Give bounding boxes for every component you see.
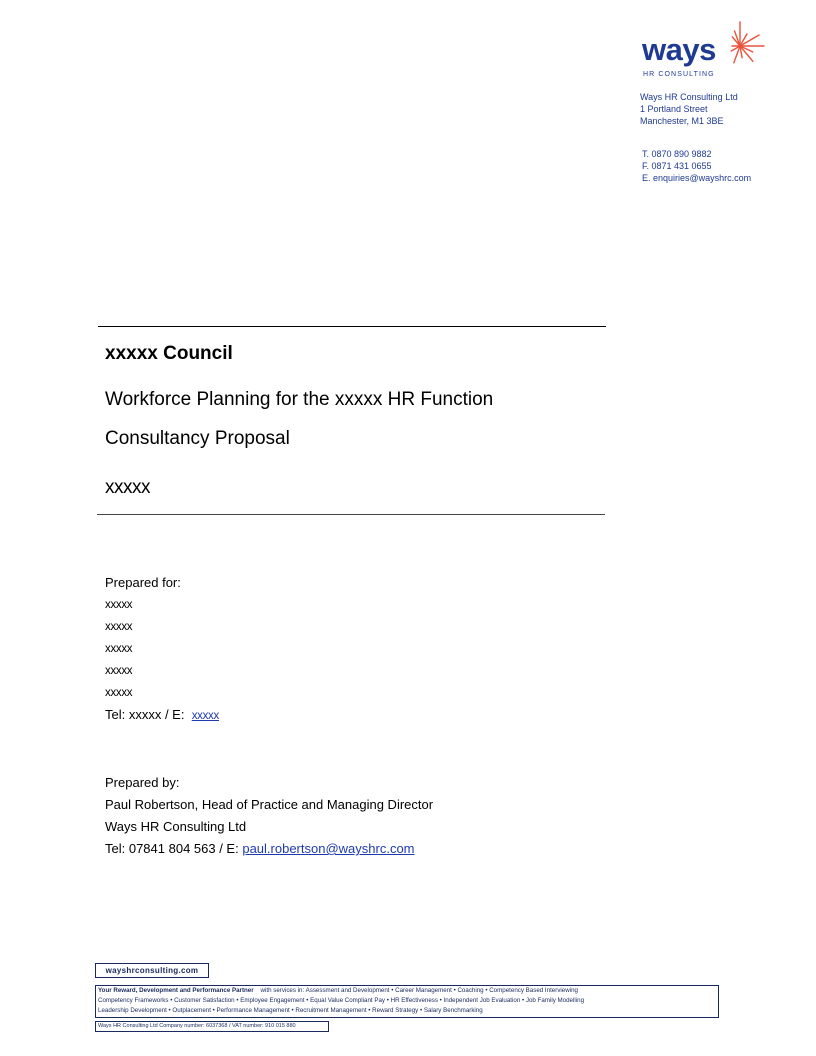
footer-registration: Ways HR Consulting Ltd Company number: 6037368 / VAT number: 910 015 880 — [95, 1021, 329, 1032]
services-tagline: Your Reward, Development and Performance Partner — [98, 987, 254, 994]
logo-wordmark: ways — [642, 32, 716, 67]
company-logo — [640, 18, 770, 82]
company-contacts — [642, 148, 751, 184]
company-name: Ways HR Consulting Ltd — [640, 92, 738, 102]
title-rule-top — [98, 326, 606, 327]
services-line-1 — [98, 986, 718, 996]
prepared-for-line: xxxxx — [105, 643, 133, 655]
prepared-by-contact — [105, 838, 433, 860]
prepared-by-name: Paul Robertson, Head of Practice and Managing Director — [105, 797, 434, 812]
prepared-by-contact-prefix: Tel: 07841 804 563 / E: — [105, 841, 239, 856]
prepared-for-line: xxxxx — [105, 665, 133, 677]
services-line-3: Leadership Development • Outplacement • Performance Management • Recruitment Management • Reward Strategy • Salary Benchmarking — [98, 1007, 483, 1014]
logo-subtitle: HR CONSULTING — [643, 71, 715, 78]
prepared-by-email-link[interactable]: paul.robertson@wayshrc.com — [242, 841, 415, 856]
footer-services — [95, 985, 719, 1018]
starburst-icon — [718, 18, 770, 70]
company-address — [640, 91, 738, 127]
prepared-for-line: xxxxx — [105, 687, 133, 699]
prepared-for-email-link[interactable]: xxxxx — [191, 710, 219, 722]
services-line-2: Competency Frameworks • Customer Satisfaction • Employee Engagement • Equal Value Compliant Pay • HR Effectiveness • Independent Job Evaluation • Job Family Modelling — [98, 997, 585, 1004]
company-street: 1 Portland Street — [640, 104, 708, 114]
company-city: Manchester, M1 3BE — [640, 116, 724, 126]
prepared-for-line: xxxxx — [105, 599, 133, 611]
company-tel: T. 0870 890 9882 — [642, 149, 712, 159]
document-date: xxxxx — [105, 477, 150, 498]
prepared-by-section — [105, 772, 433, 860]
client-title: xxxxx Council — [105, 343, 233, 364]
company-email: E. enquiries@wayshrc.com — [642, 173, 752, 183]
prepared-for-heading: Prepared for: — [105, 575, 181, 590]
project-title: Workforce Planning for the xxxxx HR Function — [105, 389, 494, 410]
prepared-for-contact — [105, 704, 219, 727]
footer-website[interactable]: wayshrconsulting.com — [95, 963, 209, 978]
prepared-for-section — [105, 572, 219, 727]
prepared-by-heading: Prepared by: — [105, 775, 180, 790]
services-list-1: with services in: Assessment and Development • Career Management • Coaching • Competency Based Interviewing — [260, 987, 578, 994]
company-fax: F. 0871 431 0655 — [642, 161, 712, 171]
prepared-for-line: xxxxx — [105, 621, 133, 633]
document-type: Consultancy Proposal — [105, 428, 290, 449]
prepared-for-contact-prefix: Tel: xxxxx / E: — [105, 707, 185, 722]
prepared-by-company: Ways HR Consulting Ltd — [105, 819, 247, 834]
title-rule-bottom — [97, 514, 605, 515]
